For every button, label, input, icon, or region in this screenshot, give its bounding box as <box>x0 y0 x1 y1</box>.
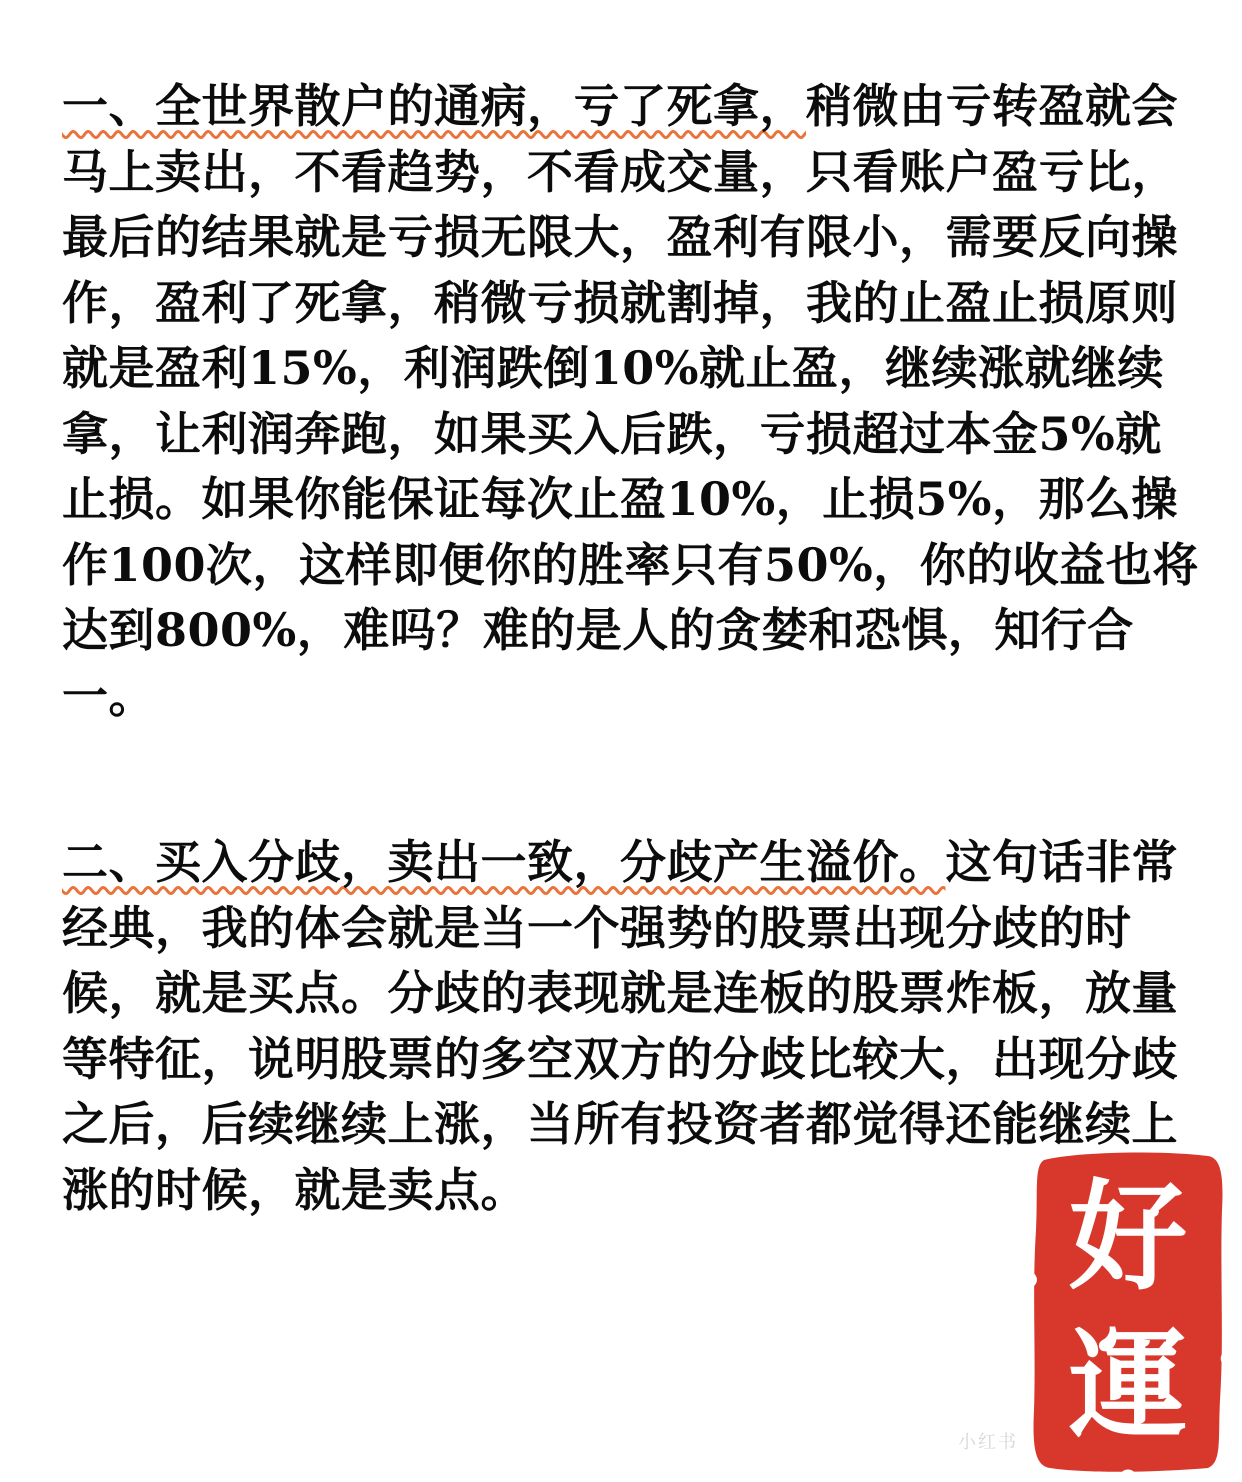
seal-char-1: 好 <box>1068 1173 1188 1304</box>
paragraph-1-text: 稍微由亏转盈就会马上卖出，不看趋势，不看成交量，只看账户盈亏比，最后的结果就是亏损无限大，盈利有限小，需要反向操作，盈利了死拿，稍微亏损就割掉，我的止盈止损原则就是盈利15%，利润跌倒10%就止盈，继续涨就继续拿，让利润奔跑，如果买入后跌，亏损超过本金5%就止损。如果你能保证每次止盈10%，止损5%，那么操作100次，这样即便你的胜率只有50%，你的收益也将达到800%，难吗？难的是人的贪婪和恐惧，知行合一。 <box>62 79 1199 723</box>
paragraph-2-highlight: 二、买入分歧，卖出一致，分歧产生溢价。 <box>62 835 946 889</box>
watermark: 小红书 <box>958 1432 1018 1453</box>
good-luck-seal <box>1030 1150 1226 1474</box>
seal-char-2: 運 <box>1068 1321 1188 1452</box>
paragraph-1-highlight: 一、全世界散户的通病，亏了死拿， <box>62 79 806 133</box>
paragraph-2-text: 这句话非常经典，我的体会就是当一个强势的股票出现分歧的时候，就是买点。分歧的表现就是连板的股票炸板，放量等特征，说明股票的多空双方的分歧比较大，出现分歧之后，后续继续上涨，当所有投资者都觉得还能继续上涨的时候，就是卖点。 <box>62 835 1178 1217</box>
paragraph-1 <box>62 74 1202 729</box>
